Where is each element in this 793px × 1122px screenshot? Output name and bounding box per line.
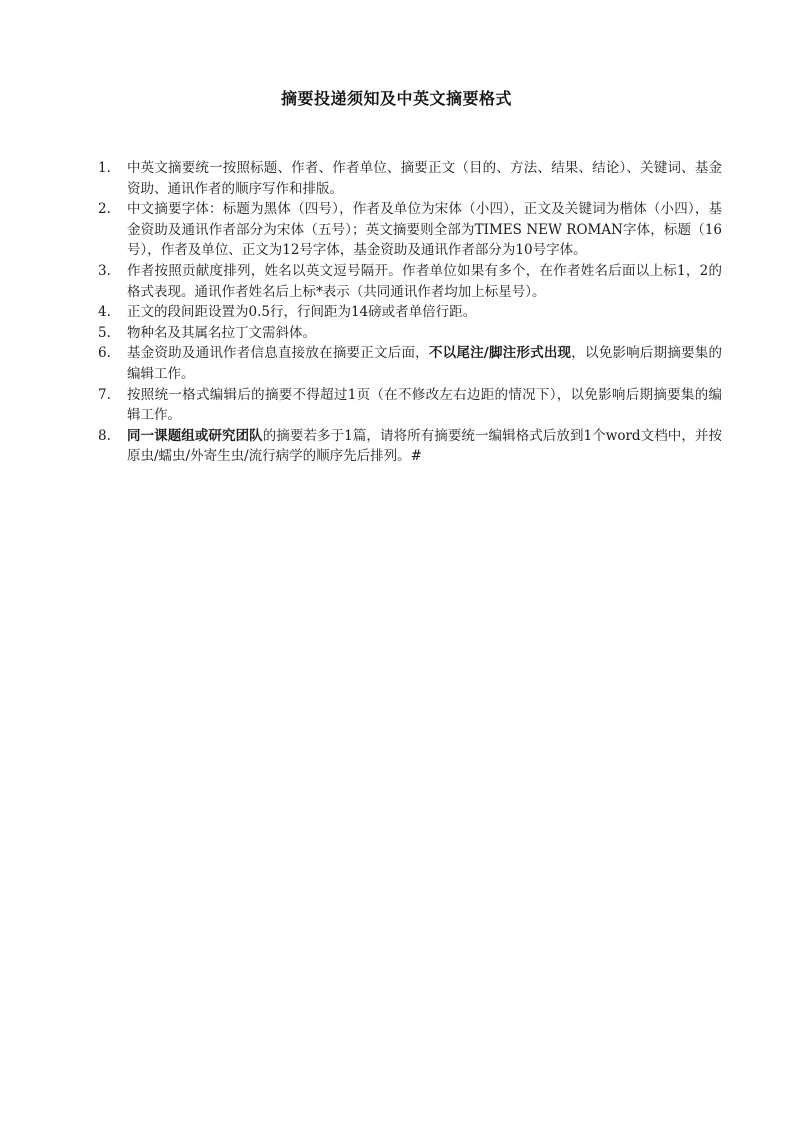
item-number: 8.	[98, 427, 111, 444]
item-text: 按照统一格式编辑后的摘要不得超过1页（在不修改左右边距的情况下），以免影响后期摘要集的编辑工作。	[127, 386, 722, 424]
list-item	[98, 158, 722, 199]
emphasis-text: 同一课题组或研究团队	[127, 427, 263, 444]
item-text-after: ，以免影响后期摘要集的编辑工作。	[127, 345, 723, 382]
item-text-before: 基金资助及通讯作者信息直接放在摘要正文后面，	[127, 345, 429, 362]
item-number: 2.	[98, 201, 111, 218]
list-item	[98, 302, 722, 323]
item-text: 中文摘要字体：标题为黑体（四号），作者及单位为宋体（小四），正文及关键词为楷体（小四），基金资助及通讯作者部分为宋体（五号）；英文摘要则全部为TIMES NEW ROMAN字体，标题（16号），作者及单位、正文为12号字体，基金资助及通讯作者部分为10号字体。	[127, 201, 722, 259]
item-text: 正文的段间距设置为0.5行，行间距为14磅或者单倍行距。	[127, 304, 477, 321]
emphasis-text: 不以尾注/脚注形式出现	[428, 345, 572, 362]
list-item	[98, 426, 722, 467]
item-number: 7.	[98, 386, 111, 403]
item-number: 4.	[98, 304, 111, 321]
item-number: 3.	[98, 262, 111, 279]
list-item	[98, 323, 722, 344]
list-item	[98, 261, 722, 302]
item-number: 1.	[98, 160, 111, 176]
item-text-after: 的摘要若多于1篇，请将所有摘要统一编辑格式后放到1个word文档中，并按原虫/蠕虫/外寄生虫/流行病学的顺序先后排列。#	[127, 427, 722, 465]
notice-list	[98, 158, 722, 467]
item-text: 物种名及其属名拉丁文需斜体。	[127, 324, 316, 341]
list-item	[98, 199, 722, 261]
document-title: 摘要投递须知及中英文摘要格式	[280, 89, 512, 108]
list-item	[98, 385, 722, 426]
item-number: 5.	[98, 324, 111, 341]
list-item	[98, 343, 722, 384]
item-number: 6.	[98, 345, 111, 362]
item-text: 中英文摘要统一按照标题、作者、作者单位、摘要正文（目的、方法、结果、结论）、关键词、基金资助、通讯作者的顺序写作和排版。	[127, 160, 722, 197]
item-text: 作者按照贡献度排列，姓名以英文逗号隔开。作者单位如果有多个，在作者姓名后面以上标1，2的格式表现。通讯作者姓名后上标*表示（共同通讯作者均加上标星号）。	[127, 262, 722, 300]
